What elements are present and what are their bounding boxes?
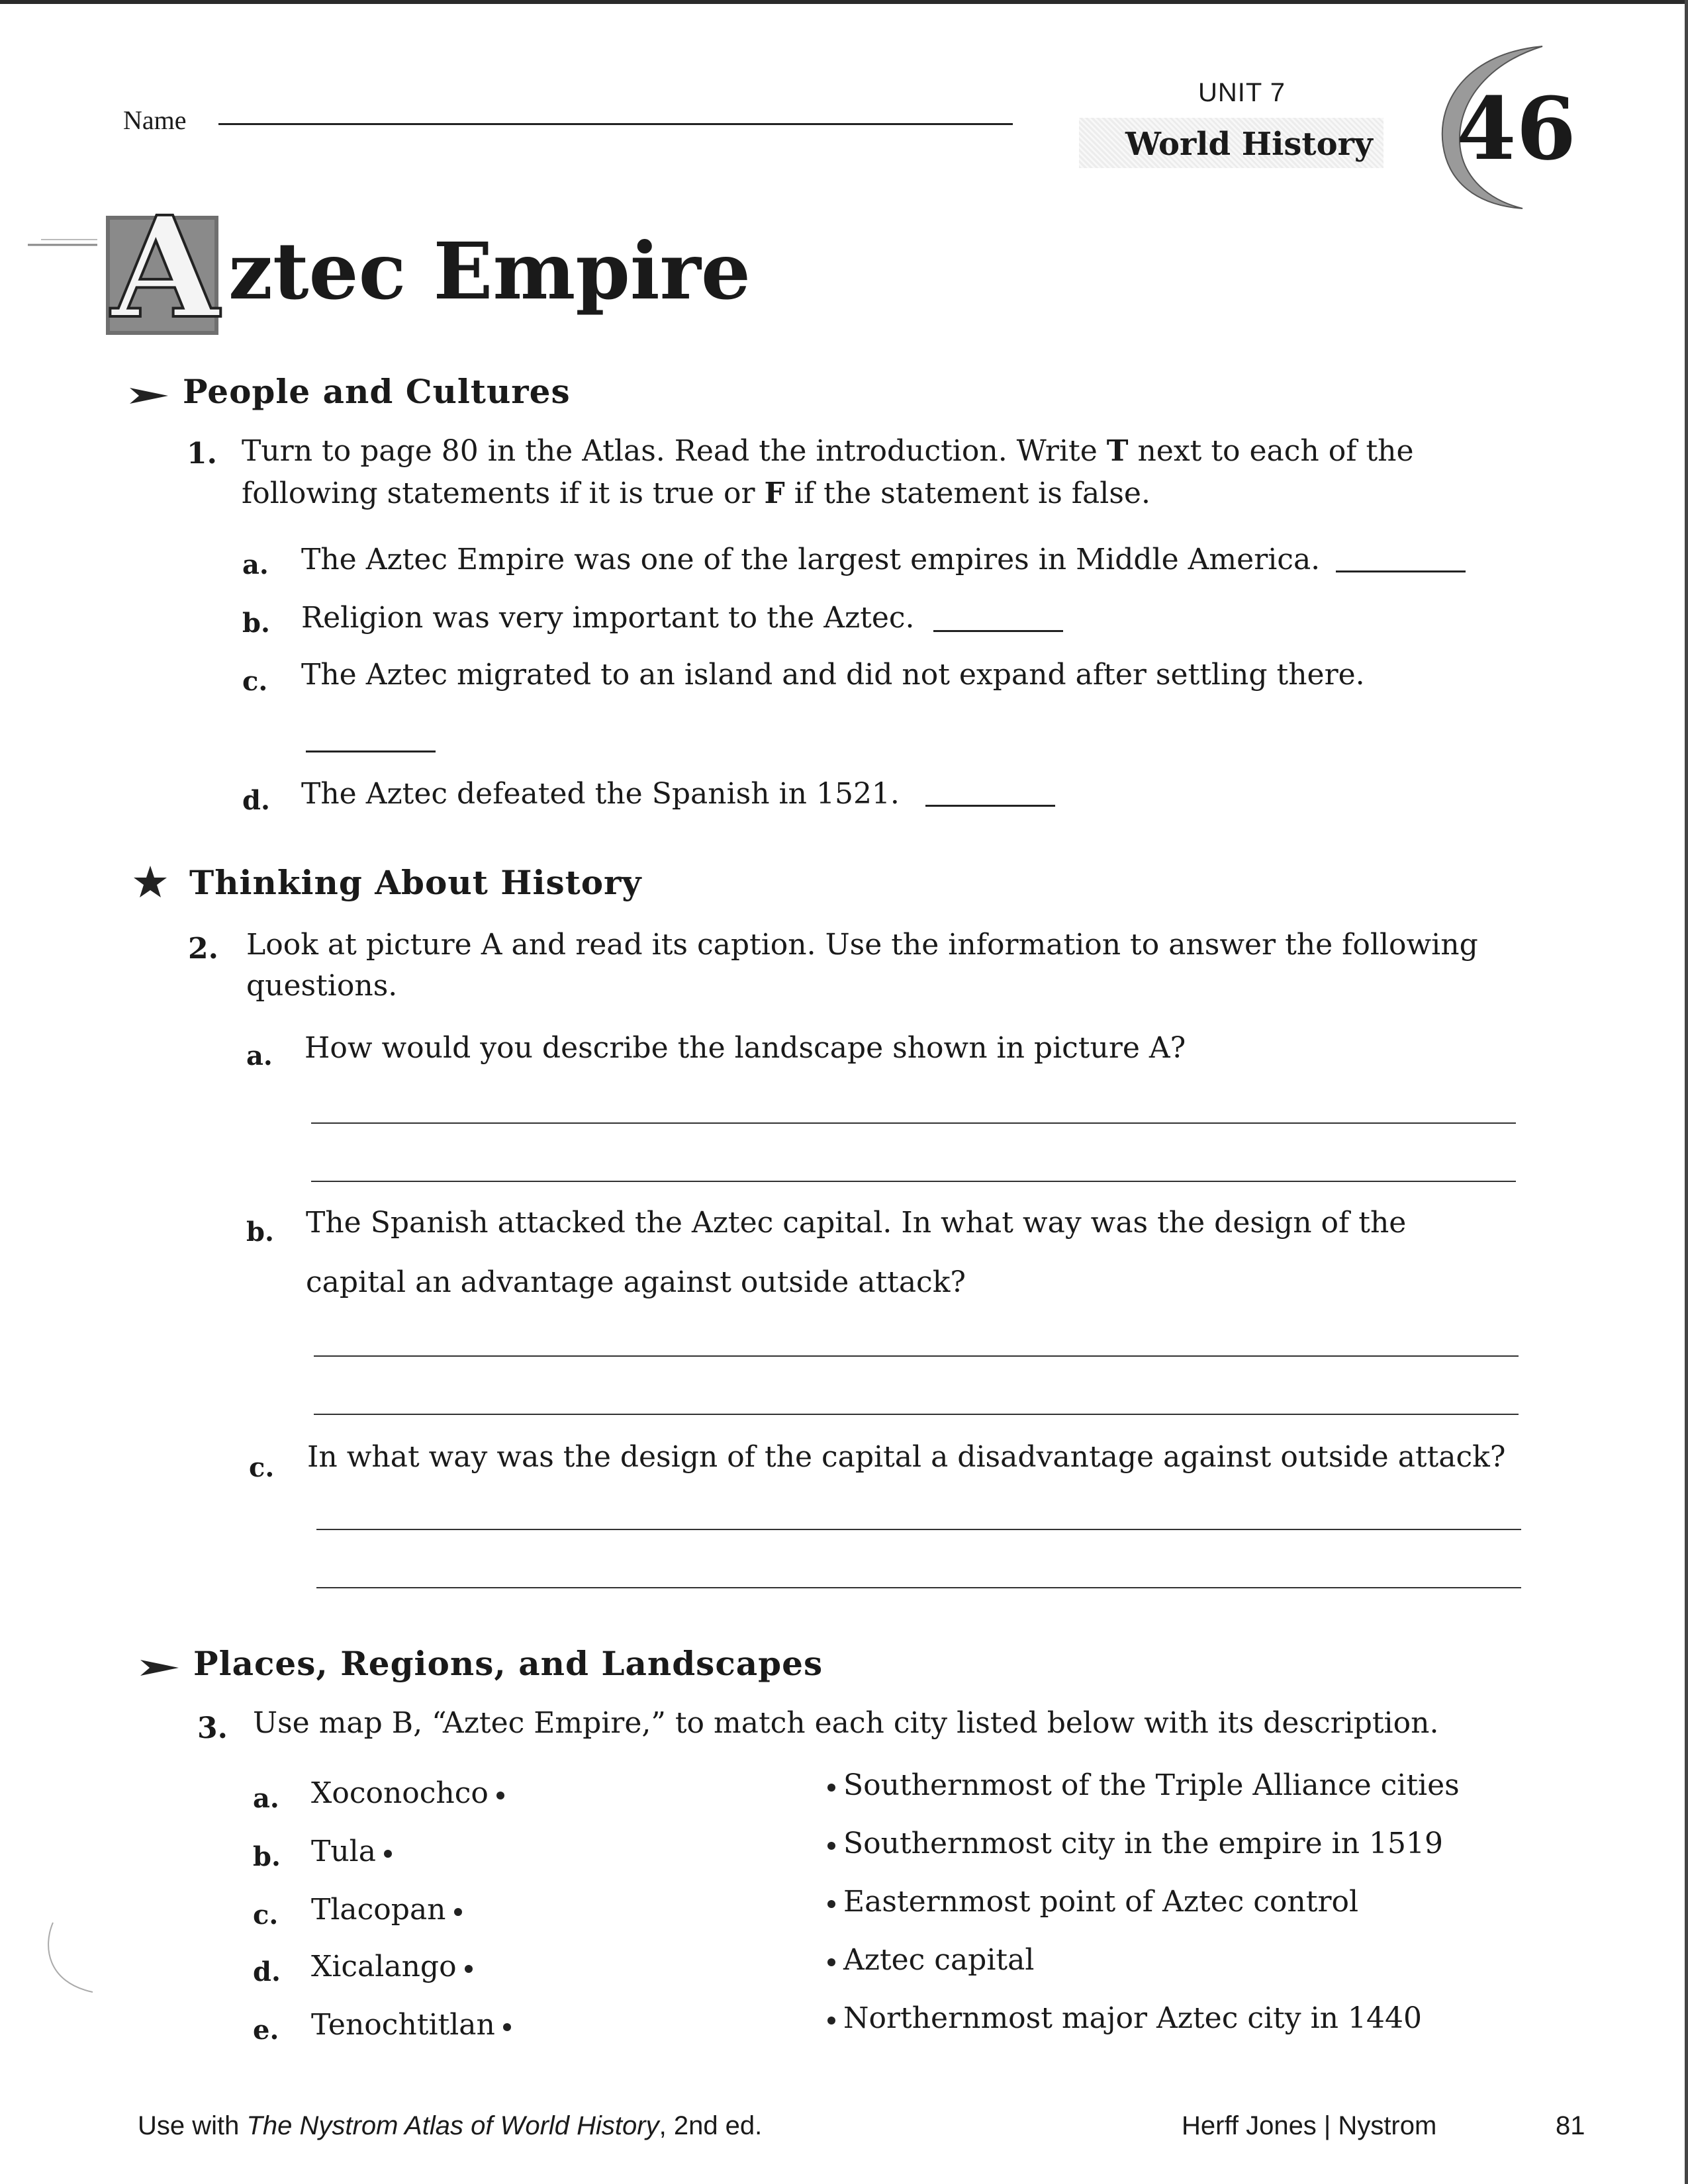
item-letter: e. <box>253 2015 279 2046</box>
title-decoration-icon <box>28 225 101 265</box>
question-3-text: Use map B, “Aztec Empire,” to match each city listed below with its description. <box>253 1706 1439 1740</box>
statement-text: The Aztec migrated to an island and did not expand after settling there. <box>301 658 1365 692</box>
description-item[interactable]: Southernmost of the Triple Alliance cities <box>827 1768 1460 1802</box>
question-text: The Spanish attacked the Aztec capital. In what way was the design of the <box>306 1206 1407 1240</box>
answer-blank[interactable] <box>306 751 436 752</box>
question-number: 1. <box>187 437 217 471</box>
question-number: 3. <box>197 1711 228 1745</box>
answer-line[interactable] <box>316 1529 1521 1530</box>
item-letter: c. <box>253 1899 279 1931</box>
footer-source: Use with The Nystrom Atlas of World History, 2nd ed. <box>138 2111 763 2140</box>
answer-blank[interactable] <box>925 805 1055 807</box>
item-letter: b. <box>242 608 270 639</box>
item-letter: d. <box>242 785 270 816</box>
footer-publisher: Herff Jones | Nystrom <box>1182 2111 1437 2140</box>
match-dot[interactable] <box>465 1965 473 1973</box>
answer-line[interactable] <box>311 1122 1516 1124</box>
answer-line[interactable] <box>316 1587 1521 1588</box>
description-item[interactable]: Aztec capital <box>827 1943 1034 1977</box>
item-letter: b. <box>246 1216 274 1248</box>
description-item[interactable]: Northernmost major Aztec city in 1440 <box>827 2001 1422 2035</box>
city-item[interactable]: Xicalango <box>311 1950 481 1983</box>
title-initial: A <box>111 186 219 349</box>
description-item[interactable]: Easternmost point of Aztec control <box>827 1885 1358 1919</box>
city-item[interactable]: Tlacopan <box>311 1893 470 1927</box>
answer-blank[interactable] <box>1336 570 1466 572</box>
item-letter: c. <box>249 1452 275 1483</box>
question-text: capital an advantage against outside attack? <box>306 1265 966 1299</box>
name-field[interactable] <box>218 123 1013 125</box>
star-icon <box>132 864 168 900</box>
statement-text: The Aztec defeated the Spanish in 1521. <box>301 777 900 811</box>
match-dot[interactable] <box>496 1792 504 1799</box>
item-letter: d. <box>253 1956 281 1987</box>
statement-text: Religion was very important to the Aztec. <box>301 601 915 635</box>
answer-line[interactable] <box>311 1181 1516 1182</box>
lesson-number: 46 <box>1456 78 1576 179</box>
page-number: 81 <box>1556 2111 1585 2140</box>
question-2-line-2: questions. <box>246 969 398 1003</box>
match-dot[interactable] <box>827 1842 835 1850</box>
description-item[interactable]: Southernmost city in the empire in 1519 <box>827 1827 1443 1860</box>
match-dot[interactable] <box>827 2017 835 2025</box>
section-title-thinking-history: Thinking About History <box>189 863 642 902</box>
name-label: Name <box>123 105 187 135</box>
arrow-bullet-icon <box>140 1655 180 1681</box>
city-item[interactable]: Tula <box>311 1835 400 1868</box>
statement-text: The Aztec Empire was one of the largest empires in Middle America. <box>301 543 1321 576</box>
unit-label: UNIT 7 <box>1198 78 1286 107</box>
section-title-people-cultures: People and Cultures <box>183 372 571 411</box>
item-letter: a. <box>253 1783 279 1814</box>
question-text: In what way was the design of the capital a disadvantage against outside attack? <box>307 1440 1506 1474</box>
answer-line[interactable] <box>314 1355 1519 1357</box>
item-letter: c. <box>242 666 268 697</box>
margin-mark-icon <box>40 1919 99 1999</box>
subject-label: World History <box>1125 126 1373 163</box>
page-title: ztec Empire <box>228 225 751 317</box>
city-item[interactable]: Tenochtitlan <box>311 2008 519 2042</box>
match-dot[interactable] <box>827 1784 835 1792</box>
answer-line[interactable] <box>314 1414 1519 1415</box>
match-dot[interactable] <box>827 1900 835 1908</box>
match-dot[interactable] <box>827 1958 835 1966</box>
match-dot[interactable] <box>503 2023 511 2031</box>
section-title-places-regions: Places, Regions, and Landscapes <box>193 1644 823 1683</box>
arrow-bullet-icon <box>130 383 169 409</box>
match-dot[interactable] <box>384 1850 392 1858</box>
city-item[interactable]: Xoconochco <box>311 1776 512 1810</box>
question-text: How would you describe the landscape shown in picture A? <box>305 1031 1186 1065</box>
question-2-line-1: Look at picture A and read its caption. Use the information to answer the following <box>246 928 1478 962</box>
item-letter: a. <box>242 549 269 580</box>
item-letter: a. <box>246 1040 273 1071</box>
match-dot[interactable] <box>454 1908 462 1916</box>
question-1-line-1: Turn to page 80 in the Atlas. Read the introduction. Write T next to each of the <box>242 434 1414 468</box>
question-number: 2. <box>188 932 218 966</box>
question-1-line-2: following statements if it is true or F if the statement is false. <box>242 477 1150 510</box>
answer-blank[interactable] <box>933 630 1063 632</box>
right-border <box>1685 0 1688 2184</box>
top-border <box>0 0 1688 4</box>
item-letter: b. <box>253 1841 281 1872</box>
